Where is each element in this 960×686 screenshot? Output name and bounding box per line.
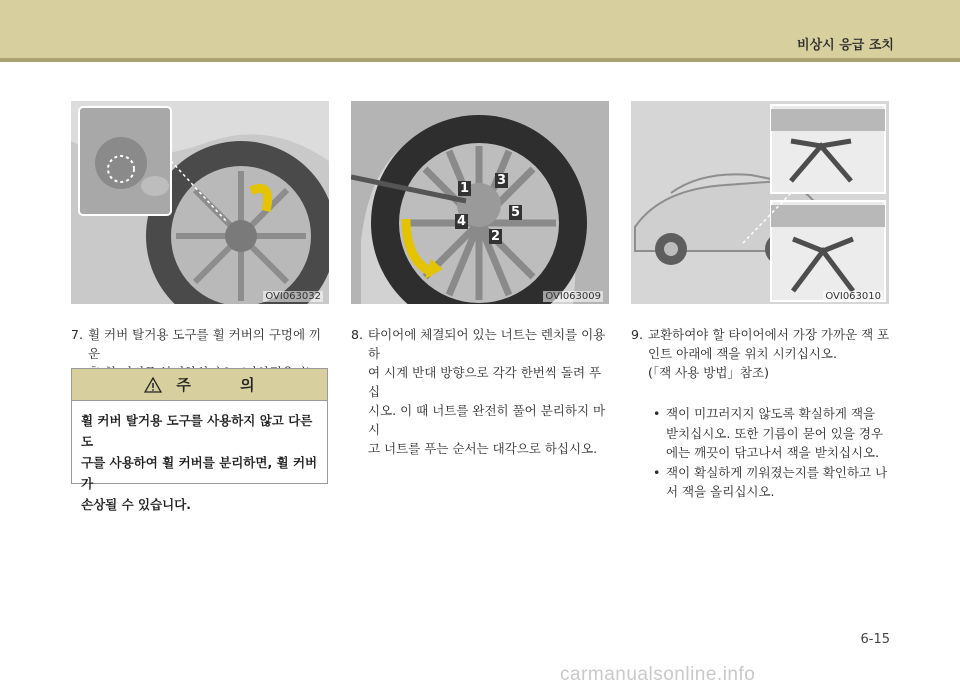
nut-number-3: 3 — [497, 173, 507, 188]
list-line: 에는 깨끗이 닦고나서 잭을 받치십시오. — [666, 445, 880, 460]
jack-point-illustration — [631, 101, 889, 304]
list-line: 받치십시오. 또한 기름이 묻어 있을 경우 — [666, 425, 884, 441]
section-title: 비상시 응급 조치 — [797, 38, 894, 53]
list-line: 잭이 확실하게 끼워졌는지를 확인하고 나 — [666, 464, 888, 480]
caution-label: 주 의 — [176, 376, 277, 394]
nut-number-2: 2 — [491, 229, 501, 244]
figure-id: OVI063009 — [545, 291, 601, 302]
nut-number-5: 5 — [511, 205, 521, 220]
page-number: 6-15 — [860, 632, 890, 647]
watermark: carmanualsonline.info — [560, 664, 756, 685]
warning-triangle-icon — [144, 377, 162, 393]
step-line: 고 너트를 푸는 순서는 대각으로 하십시오. — [368, 441, 598, 456]
caution-header — [72, 369, 327, 401]
step-line: 여 시계 반대 방향으로 각각 한번씩 돌려 푸십 — [368, 365, 602, 399]
step-line: 시오. 이 때 너트를 완전히 풀어 분리하지 마시 — [368, 403, 606, 437]
step-9 — [631, 325, 893, 382]
list-item: • 잭이 확실하게 끼워졌는지를 확인하고 나 서 잭을 올리십시오. — [651, 463, 893, 502]
step-line: 인트 아래에 잭을 위치 시키십시오. — [648, 346, 837, 361]
step-number: 8. — [351, 327, 363, 342]
header-rule — [0, 58, 960, 62]
list-line: 잭이 미끄러지지 않도록 확실하게 잭을 — [666, 406, 876, 421]
jack-notes-list — [651, 404, 893, 502]
step-8 — [351, 325, 613, 458]
caution-line: 손상될 수 있습니다. — [81, 497, 192, 512]
step-line: 타이어에 체결되어 있는 너트는 렌치를 이용하 — [368, 327, 606, 361]
figure-wheel-cover — [71, 101, 329, 304]
list-item: • 잭이 미끄러지지 않도록 확실하게 잭을 받치십시오. 또한 기름이 묻어 있을 경우 에는 깨끗이 닦고나서 잭을 받치십시오. — [651, 404, 893, 463]
caution-text — [72, 401, 327, 515]
step-line: (「잭 사용 방법」참조) — [648, 365, 769, 380]
step-number: 9. — [631, 327, 643, 342]
figure-id: OVI063032 — [265, 291, 321, 302]
figure-lug-nuts — [351, 101, 609, 304]
nut-number-1: 1 — [460, 181, 470, 196]
caution-line: 구를 사용하여 휠 커버를 분리하면, 휠 커버가 — [81, 455, 318, 491]
nut-number-4: 4 — [457, 214, 467, 229]
figure-id: OVI063010 — [825, 291, 881, 302]
caution-box — [71, 368, 328, 512]
step-number: 7. — [71, 327, 83, 342]
step-line: 휠 커버 탈거용 도구를 휠 커버의 구멍에 끼운 — [88, 327, 322, 361]
wheel-cover-removal-illustration — [71, 101, 329, 304]
lug-nut-order-illustration — [351, 101, 609, 304]
figure-jack-point — [631, 101, 889, 304]
list-line: 서 잭을 올리십시오. — [666, 484, 775, 499]
caution-line: 휠 커버 탈거용 도구를 사용하지 않고 다른 도 — [81, 413, 313, 449]
step-line: 교환하여야 할 타이어에서 가장 가까운 잭 포 — [648, 327, 890, 342]
